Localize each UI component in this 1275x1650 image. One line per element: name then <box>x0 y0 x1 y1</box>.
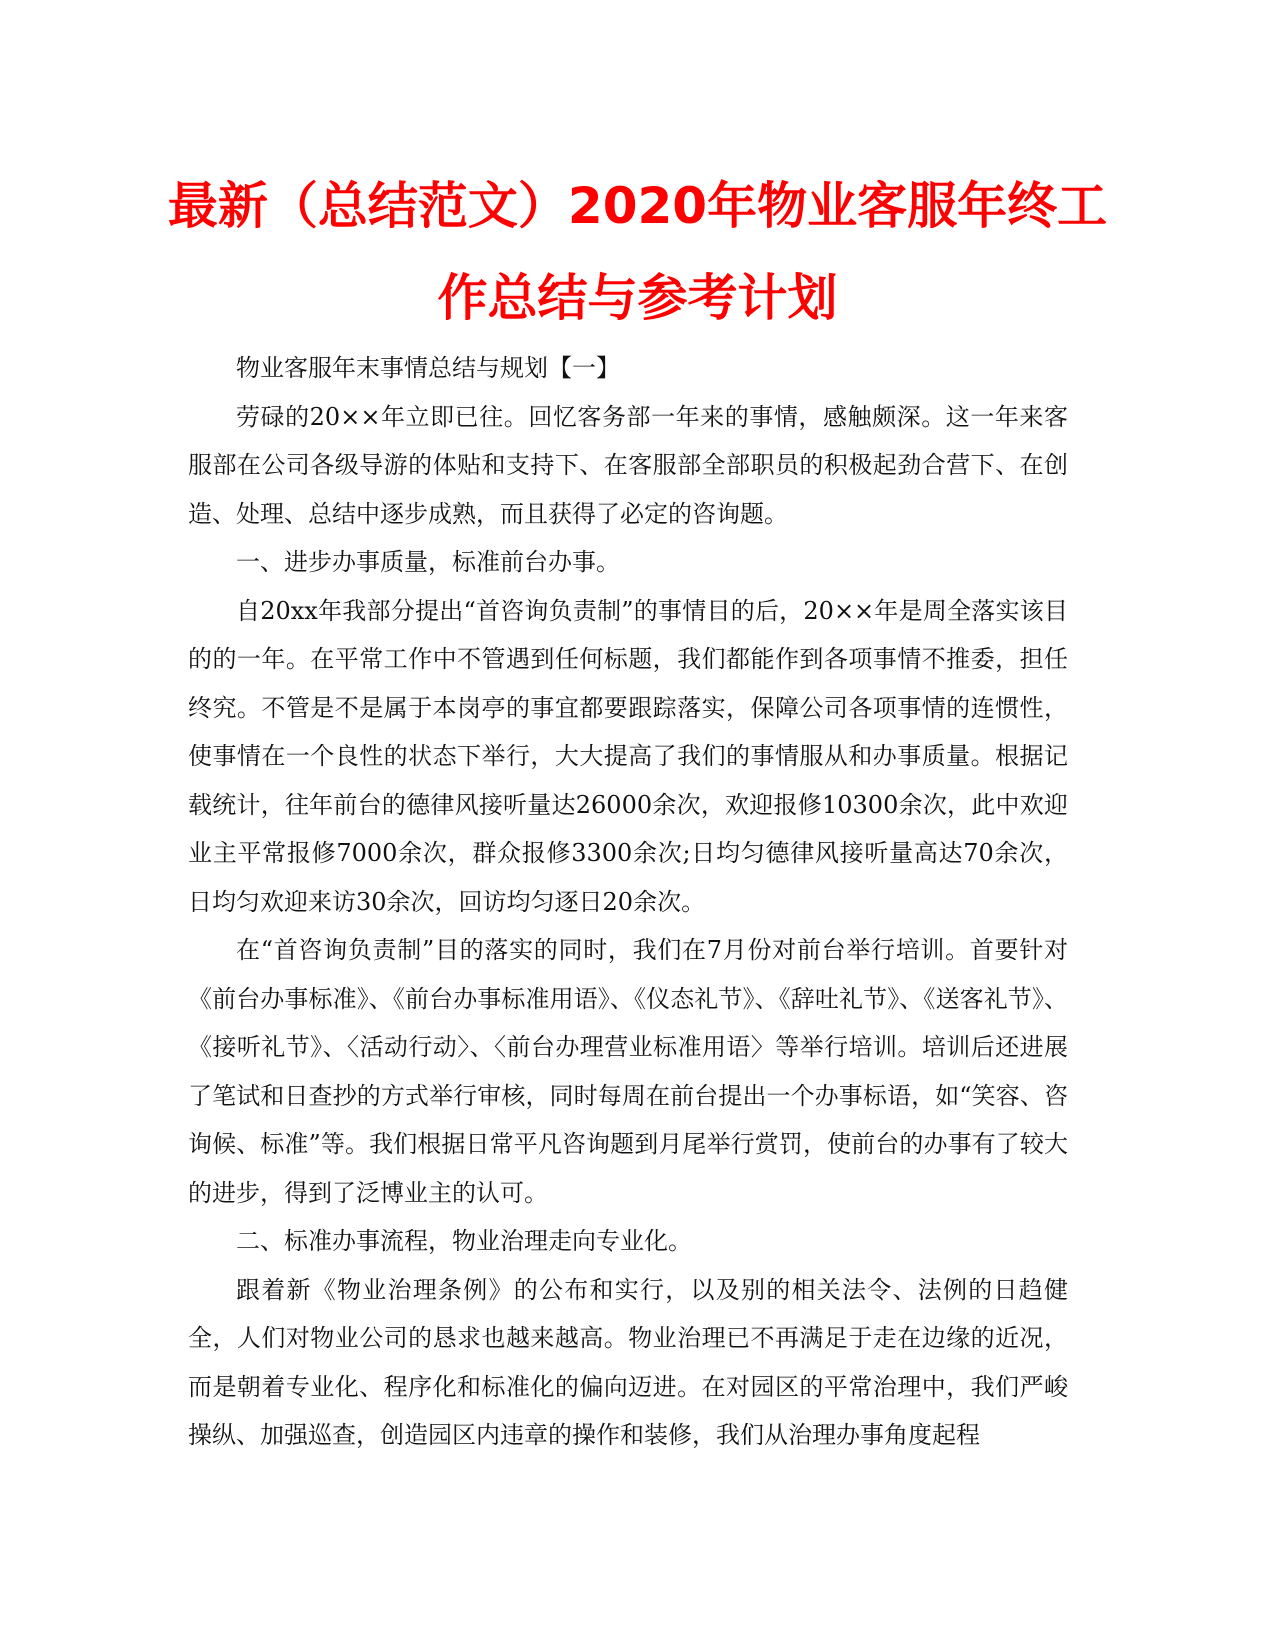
paragraph-service-quality: 自20xx年我部分提出“首咨询负责制”的事情目的后，20××年是周全落实该目的的一年。在平常工作中不管遇到任何标题，我们都能作到各项事情不推委，担任终究。不管是不是属于本岗亭的事宜都要跟踪落实，保障公司各项事情的连惯性，使事情在一个良性的状态下举行，大大提高了我们的事情服从和办事质量。根据记载统计，往年前台的德律风接听量达26000余次，欢迎报修10300余次，此中欢迎业主平常报修7000余次，群众报修3300余次;日均匀德律风接听量高达70余次，日均匀欢迎来访30余次，回访均匀逐日20余次。 <box>188 596 1068 916</box>
section-heading-3: 二、标准办事流程，物业治理走向专业化。 <box>236 1227 692 1255</box>
section-heading-1: 物业客服年末事情总结与规划【一】 <box>236 354 620 382</box>
document-title: 最新（总结范文）2020年物业客服年终工作总结与参考计划 <box>167 177 1108 327</box>
section-heading-2: 一、进步办事质量，标准前台办事。 <box>236 548 620 576</box>
paragraph-regulation: 跟着新《物业治理条例》的公布和实行，以及别的相关法令、法例的日趋健全，人们对物业公司的恳求也越来越高。物业治理已不再满足于走在边缘的近况，而是朝着专业化、程序化和标准化的偏向迈进。在对园区的平常治理中，我们严峻操纵、加强巡查，创造园区内违章的操作和装修，我们从治理办事角度起程 <box>188 1275 1068 1449</box>
document-body <box>188 344 1068 1460</box>
paragraph-training: 在“首咨询负责制”目的落实的同时，我们在7月份对前台举行培训。首要针对《前台办事标准》、《前台办事标准用语》、《仪态礼节》、《辞吐礼节》、《送客礼节》、《接听礼节》、〈活动行动〉、〈前台办理营业标准用语〉等举行培训。培训后还进展了笔试和日查抄的方式举行审核，同时每周在前台提出一个办事标语，如“笑容、咨询候、标准”等。我们根据日常平凡咨询题到月尾举行赏罚，使前台的办事有了较大的进步，得到了泛博业主的认可。 <box>188 936 1068 1207</box>
paragraph-intro: 劳碌的20××年立即已往。回忆客务部一年来的事情，感触颇深。这一年来客服部在公司各级导游的体贴和支持下、在客服部全部职员的积极起劲合营下、在创造、处理、总结中逐步成熟，而且获得了必定的咨询题。 <box>188 402 1068 528</box>
